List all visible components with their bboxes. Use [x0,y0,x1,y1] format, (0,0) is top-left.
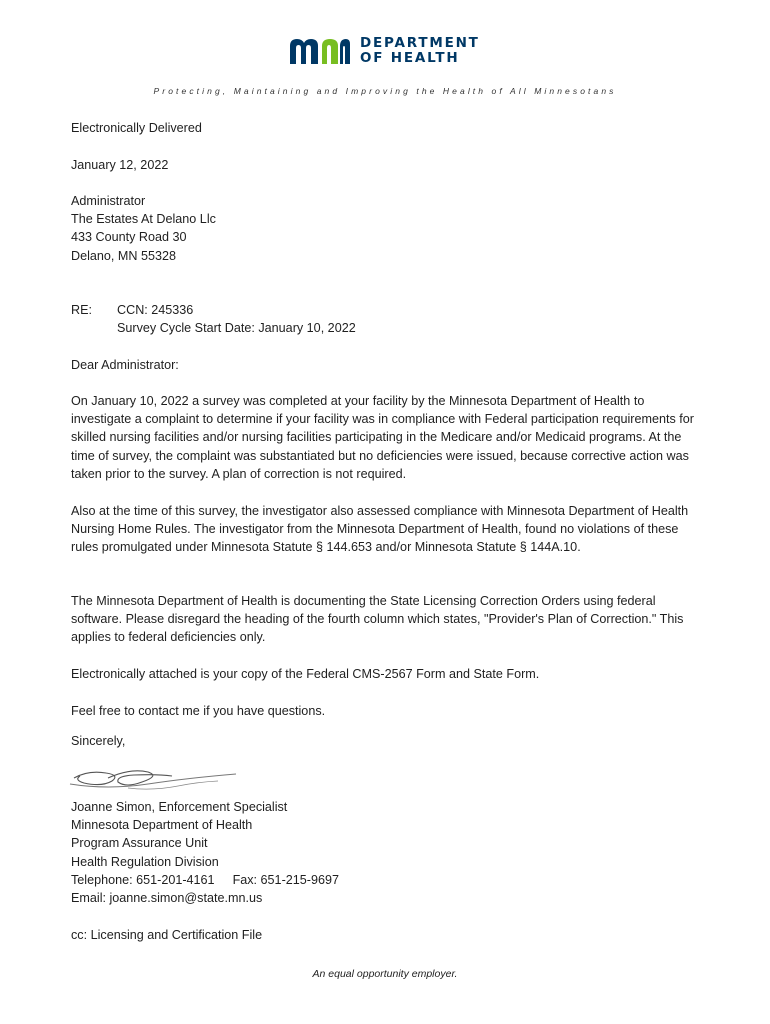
salutation: Dear Administrator: [71,358,179,372]
body-paragraph [71,702,696,720]
sender-email[interactable]: Email: joanne.simon@state.mn.us [71,891,263,906]
re-ccn: CCN: 245336 [117,303,194,317]
paragraph-attachments: Electronically attached is your copy of the Federal CMS-2567 Form and State Form. [71,667,540,681]
closing: Sincerely, [71,734,126,748]
sender-fax: Fax: 651-215-9697 [232,872,339,887]
cc-line: cc: Licensing and Certification File [71,928,263,942]
tagline: Protecting, Maintaining and Improving the Health of All Minnesotans [153,86,617,96]
mn-logo-icon [288,36,352,66]
recipient-facility: The Estates At Delano Llc [71,212,216,227]
re-details [117,301,356,337]
paragraph-survey: On January 10, 2022 a survey was completed at your facility by the Minnesota Department of Health to investigate a complaint to determine if your facility was in compliance with Federal participation requirements for skilled nursing facilities and/or nursing facilities participating in the Medicare and/or Medicaid programs. At the time of survey, the complaint was substantiated but no deficiencies were issued, because corrective action was taken prior to the survey. A plan of correction is not required. [71,394,694,481]
letter-date-block [71,156,168,174]
recipient-city: Delano, MN 55328 [71,248,177,263]
salutation-block [71,356,179,374]
sender-unit: Program Assurance Unit [71,836,208,851]
mdh-logo [288,34,480,68]
body-paragraph [71,665,696,683]
logo-line-1: DEPARTMENT [360,35,480,51]
sender-telephone: Telephone: 651-201-4161 [71,872,215,887]
re-block [71,301,696,341]
letter-date: January 12, 2022 [71,158,169,172]
sender-phone-line [71,871,339,889]
delivery-note [71,119,202,137]
sender-division: Health Regulation Division [71,854,219,869]
sender-org: Minnesota Department of Health [71,818,253,833]
recipient-title: Administrator [71,194,146,208]
delivery-method: Electronically Delivered [71,121,202,135]
cc-block [71,926,262,944]
body-paragraph [71,592,696,647]
recipient-street: 433 County Road 30 [71,230,187,245]
recipient-address [71,192,216,265]
closing-block [71,732,125,750]
paragraph-contact: Feel free to contact me if you have questions. [71,704,326,718]
re-survey-date: Survey Cycle Start Date: January 10, 2022 [117,321,356,336]
paragraph-correction-orders: The Minnesota Department of Health is documenting the State Licensing Correction Orders using federal software. Please disregard the heading of the fourth column which states, "Provider's Plan of Correction." This applies to federal deficiencies only. [71,594,684,645]
logo-line-2: OF HEALTH [360,50,460,66]
handwritten-signature [68,764,240,798]
paragraph-state-rules: Also at the time of this survey, the investigator also assessed compliance with Minnesota Department of Health Nursing Home Rules. The investigator from the Minnesota Department of Health, found no violations of these rules promulgated under Minnesota Statute § 144.653 and/or Minnesota Statute § 144A.10. [71,504,689,555]
footer-statement: An equal opportunity employer. [312,968,458,980]
sender-block [71,798,339,907]
logo-wordmark [360,36,480,66]
sender-name: Joanne Simon, Enforcement Specialist [71,800,288,814]
body-paragraph [71,502,696,557]
re-label: RE: [71,303,92,317]
body-paragraph [71,392,696,483]
